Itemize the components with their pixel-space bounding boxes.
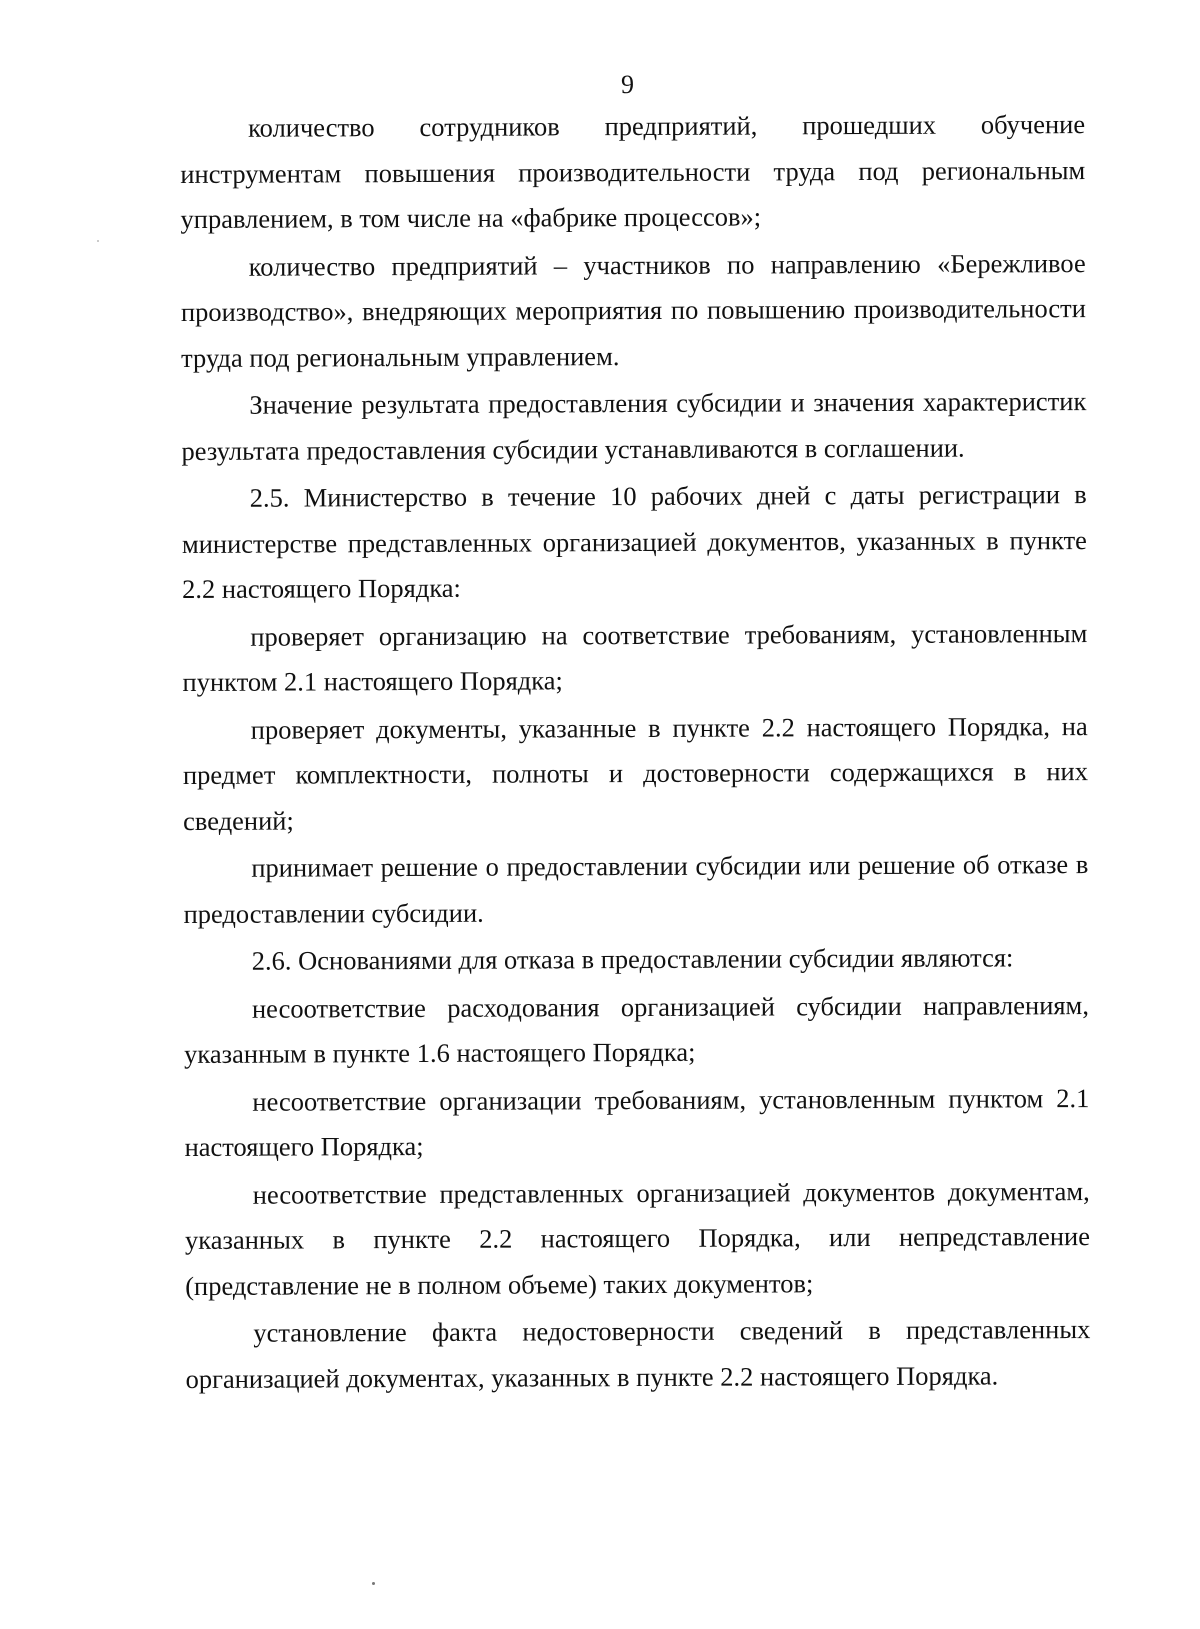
- paragraph-decision: принимает решение о предоставлении субсидии или решение об отказе в предоставлении субсидии.: [183, 849, 1089, 929]
- paragraph-refusal-directions: несоответствие расходования организацией субсидии направлениям, указанным в пункте 1.6 настоящего Порядка;: [184, 989, 1089, 1069]
- paragraph-refusal-requirements: несоответствие организации требованиям, установленным пунктом 2.1 настоящего Порядка;: [184, 1082, 1090, 1162]
- page-number: 9: [621, 70, 634, 99]
- document-body: [180, 102, 1091, 1402]
- scan-speck: [372, 1582, 375, 1585]
- paragraph-refusal-documents: несоответствие представленных организацией документов документам, указанных в пункте 2.2 настоящего Порядка, или непредставление (представление не в полном объеме) таких документов;: [184, 1175, 1091, 1301]
- paragraph-lean-participants: количество предприятий – участников по направлению «Бережливое производство», внедряющих мероприятия по повышению производительности труда под региональным управлением.: [180, 247, 1086, 373]
- paragraph-employees-trained: количество сотрудников предприятий, прошедших обучение инструментам повышения производительности труда под региональным управлением, в том числе на «фабрике процессов»;: [180, 109, 1086, 234]
- paragraph-refusal-unreliable: установление факта недостоверности сведений в представленных организацией документах, указанных в пункте 2.2 настоящего Порядка.: [185, 1314, 1091, 1394]
- paragraph-2-5: 2.5. Министерство в течение 10 рабочих дней с даты регистрации в министерстве представленных организацией документов, указанных в пункте 2.2 настоящего Порядка:: [181, 479, 1087, 604]
- paragraph-result-values: Значение результата предоставления субсидии и значения характеристик результата предоставления субсидии устанавливаются в соглашении.: [181, 386, 1087, 466]
- paragraph-check-organization: проверяет организацию на соответствие требованиям, установленным пунктом 2.1 настоящего Порядка;: [182, 617, 1088, 697]
- scan-speck: [97, 240, 99, 242]
- paragraph-2-6: 2.6. Основаниями для отказа в предоставлении субсидии являются:: [251, 942, 1014, 976]
- paragraph-check-documents: проверяет документы, указанные в пункте 2.2 настоящего Порядка, на предмет комплектности, полноты и достоверности содержащихся в них сведений;: [182, 710, 1088, 836]
